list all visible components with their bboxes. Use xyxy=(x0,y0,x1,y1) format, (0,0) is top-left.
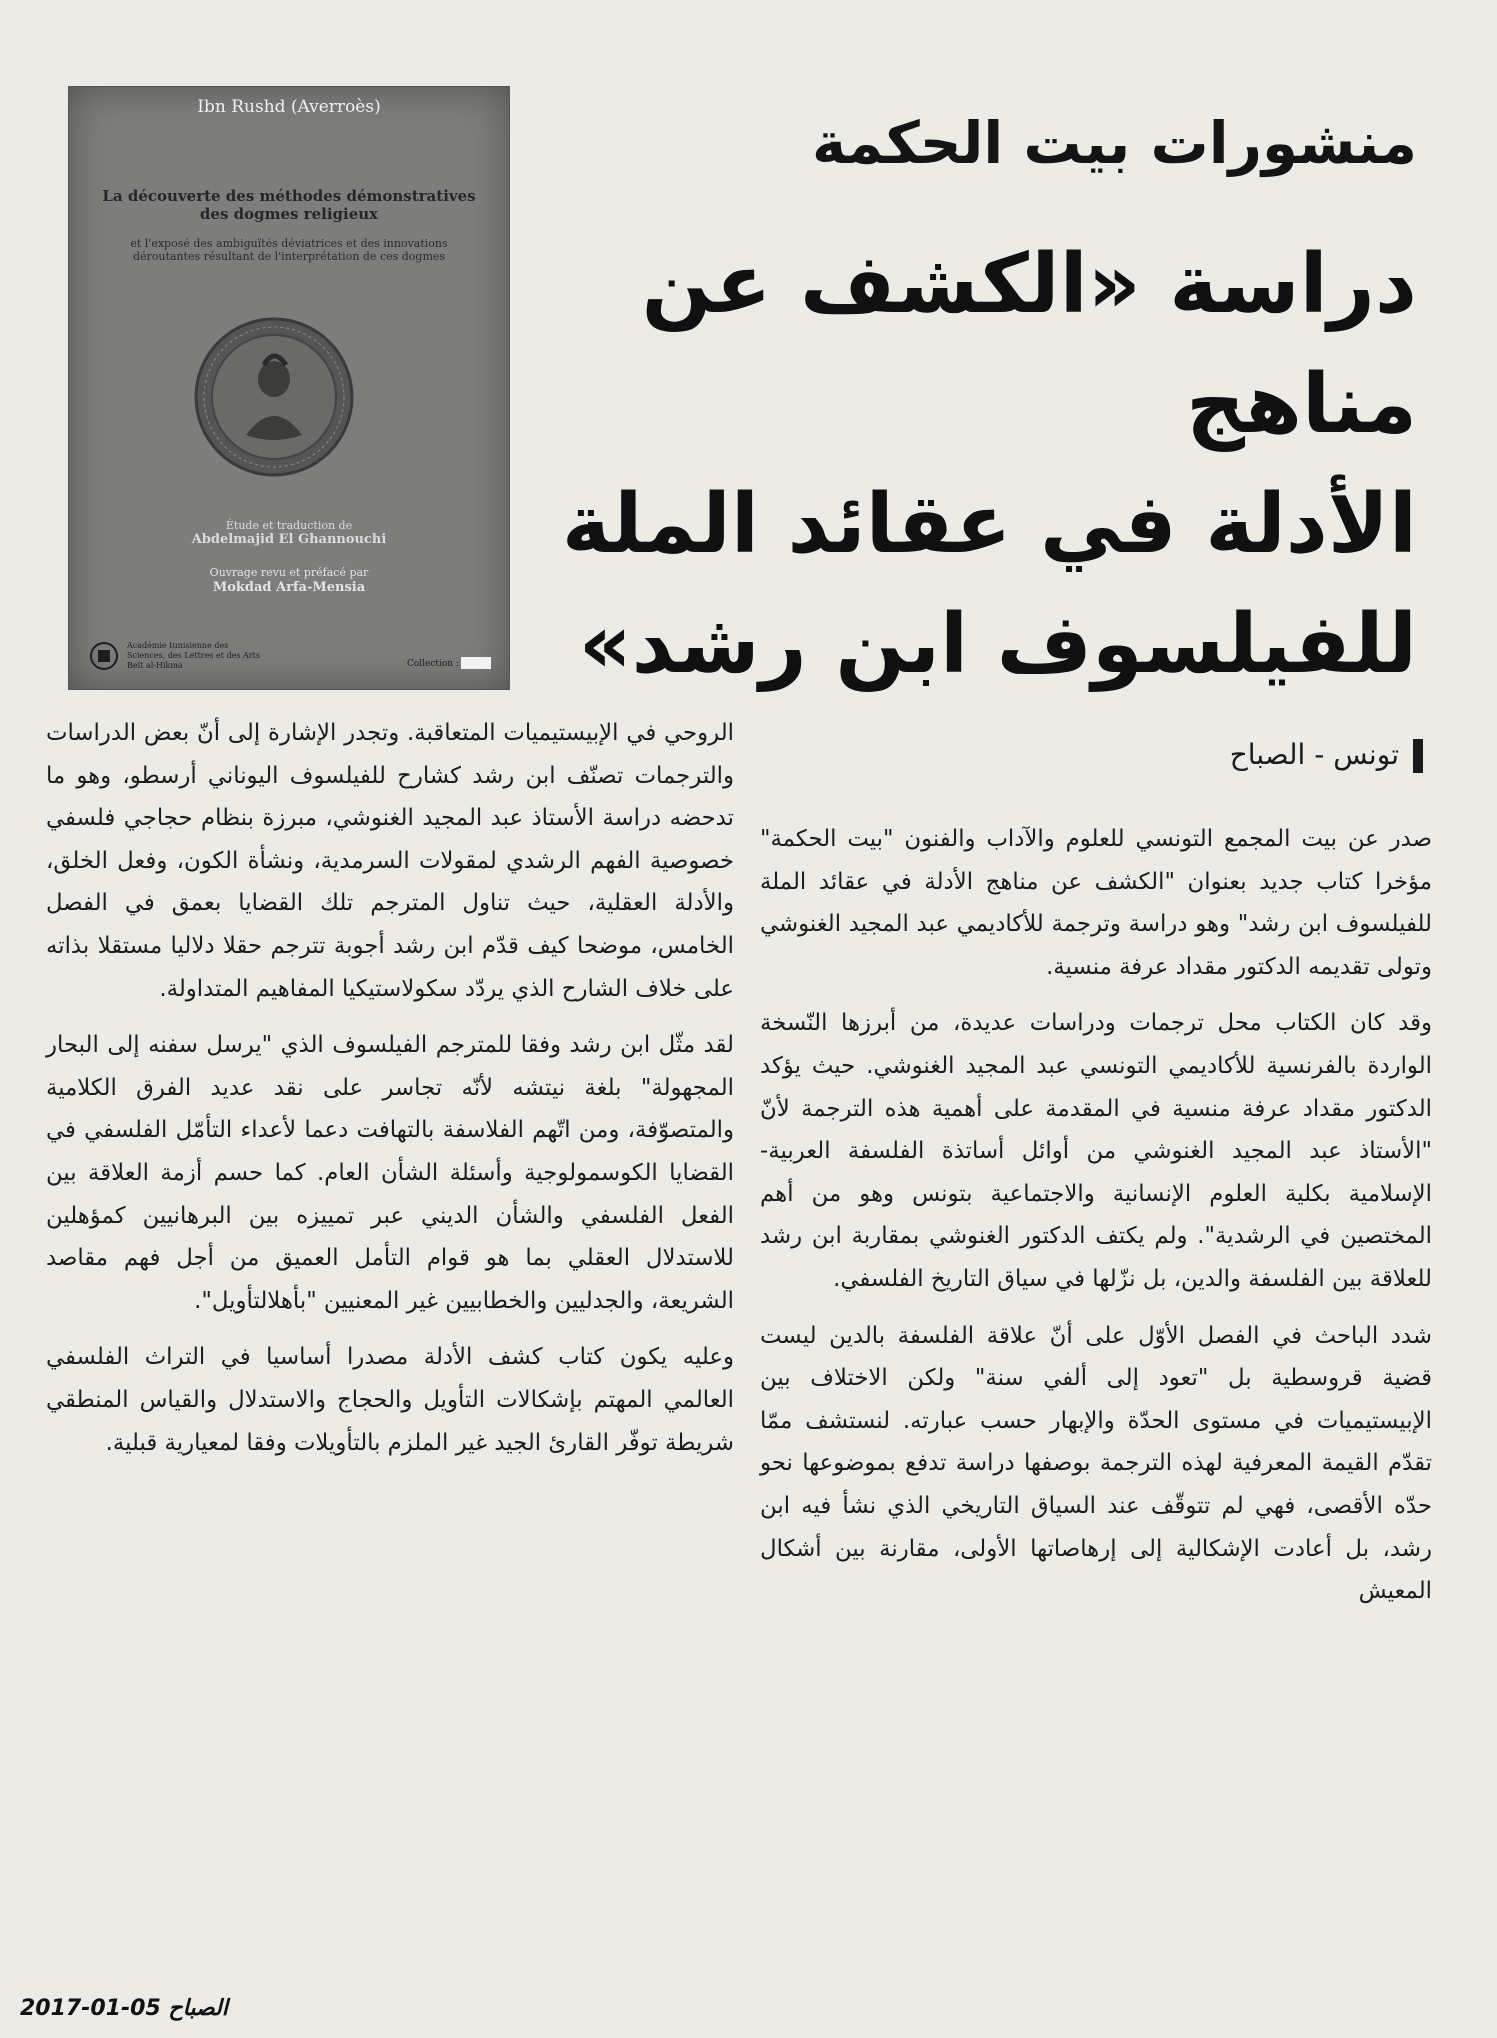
cover-subtitle: et l'exposé des ambiguïtés déviatrices et des innovations déroutantes résultant de l'interprétation de ces dogmes xyxy=(130,237,448,263)
cover-revised xyxy=(109,565,469,595)
paragraph: لقد مثّل ابن رشد وفقا للمترجم الفيلسوف الذي "يرسل سفنه إلى البحار المجهولة" بلغة نيتشه لأنّه تجاسر على نقد عديد الفرق الكلامية والمتصوّفة، ومن اتّهم الفلاسفة بالتهافت دعما لأعداء التأمّل الفلسفي في القضايا الكوسمولوجية وأسئلة الشأن العام. كما حسم أزمة العلاقة بين الفعل الفلسفي والشأن الديني عبر تمييزه بين البرهانيين كمؤهلين للاستدلال العقلي بما هو قوام التأمل العميق من أجل فهم مقاصد الشريعة، والجدليين والخطابيين غير المعنيين "بأهلالتأويل". xyxy=(46,1032,734,1314)
article-column-left xyxy=(46,712,734,1464)
medallion-portrait-image xyxy=(194,317,354,477)
cover-author: Ibn Rushd (Averroès) xyxy=(197,97,381,117)
cover-translator: Abdelmajid El Ghannouchi xyxy=(191,532,387,547)
cover-revisor: Mokdad Arfa-Mensia xyxy=(212,580,366,595)
source-date-stamp: الصباح 05-01-2017 xyxy=(20,1996,228,2021)
kicker-title: منشورات بيت الحكمة xyxy=(811,109,1417,177)
cover-etude-label: Étude et traduction de xyxy=(225,519,353,532)
byline-text: تونس - الصباح xyxy=(1229,738,1399,771)
byline-bar xyxy=(1413,739,1423,773)
cover-collection: Collection : xyxy=(406,659,459,669)
headline-line-1: دراسة «الكشف عن مناهج xyxy=(641,237,1417,452)
academy-logo-icon xyxy=(89,641,119,671)
cover-title: La découverte des méthodes démonstratives des dogmes religieux xyxy=(102,187,476,223)
paragraph: الروحي في الإبيستيميات المتعاقبة. وتجدر الإشارة إلى أنّ بعض الدراسات والترجمات تصنّف ابن رشد كشارح للفيلسوف اليوناني أرسطو، وهو ما تدحضه دراسة الأستاذ عبد المجيد الغنوشي، مبرزة بنظام حجاجي فلسفي خصوصية الفهم الرشدي لمقولات السرمدية، ونشأة الكون، وفعل الخلق، والأدلة العقلية، حيث تناول المترجم تلك القضايا بعمق في الفصل الخامس، موضحا كيف قدّم ابن رشد أجوبة تترجم حقلا دلاليا مستقلا بذاته على خلاف الشارح الذي يردّد سكولاستيكيا المفاهيم المتداولة. xyxy=(46,720,734,1002)
cover-academy: Académie tunisienne des Sciences, des Lettres et des Arts Beït al-Hikma xyxy=(127,641,260,670)
cover-etude xyxy=(109,519,469,547)
paragraph: وقد كان الكتاب محل ترجمات ودراسات عديدة، من أبرزها النّسخة الواردة بالفرنسية للأكاديمي التونسي عبد المجيد الغنوشي. حيث يؤكد الدكتور مقداد عرفة منسية في المقدمة على أهمية هذه الترجمة لأنّ "الأستاذ عبد المجيد الغنوشي من أوائل أساتذة الفلسفة العربية-الإسلامية بكلية العلوم الإنسانية والاجتماعية بتونس وهو من أهم المختصين في الرشدية". ولم يكتف الدكتور الغنوشي بمقاربة ابن رشد للعلاقة بين الفلسفة والدين، بل نزّلها في سياق التاريخ الفلسفي. xyxy=(760,1010,1432,1292)
article-column-right xyxy=(760,818,1432,1613)
byline xyxy=(1023,738,1423,773)
cover-revised-label: Ouvrage revu et préfacé par xyxy=(209,566,369,579)
headline xyxy=(487,225,1417,705)
headline-line-2: الأدلة في عقائد الملة xyxy=(561,477,1417,572)
headline-line-3: للفيلسوف ابن رشد» xyxy=(578,597,1417,692)
paragraph: صدر عن بيت المجمع التونسي للعلوم والآداب والفنون "بيت الحكمة" مؤخرا كتاب جديد بعنوان "الكشف عن مناهج الأدلة في عقائد الملة للفيلسوف ابن رشد" وهو دراسة وترجمة للأكاديمي عبد المجيد الغنوشي وتولى تقديمه الدكتور مقداد عرفة منسية. xyxy=(760,826,1432,980)
paragraph: وعليه يكون كتاب كشف الأدلة مصدرا أساسيا في التراث الفلسفي العالمي المهتم بإشكالات التأويل والحجاج والاستدلال والقياس المنطقي شريطة توفّر القارئ الجيد غير الملزم بالتأويلات وفقا لمعيارية قبلية. xyxy=(46,1344,734,1456)
book-cover xyxy=(68,86,510,690)
paragraph: شدد الباحث في الفصل الأوّل على أنّ علاقة الفلسفة بالدين ليست قضية قروسطية بل "تعود إلى ألفي سنة" ولكن الاختلاف بين الإبيستيميات في مستوى الحدّة والإبهار حسب عبارته. لنستشف ممّا تقدّم القيمة المعرفية لهذه الترجمة بوصفها دراسة تدفع بموضوعها نحو حدّه الأقصى، فهي لم تتوقّف عند السياق التاريخي الذي نشأ فيه ابن رشد، بل أعادت الإشكالية إلى إرهاصاتها الأولى، مقارنة بين أشكال المعيش xyxy=(760,1322,1432,1605)
